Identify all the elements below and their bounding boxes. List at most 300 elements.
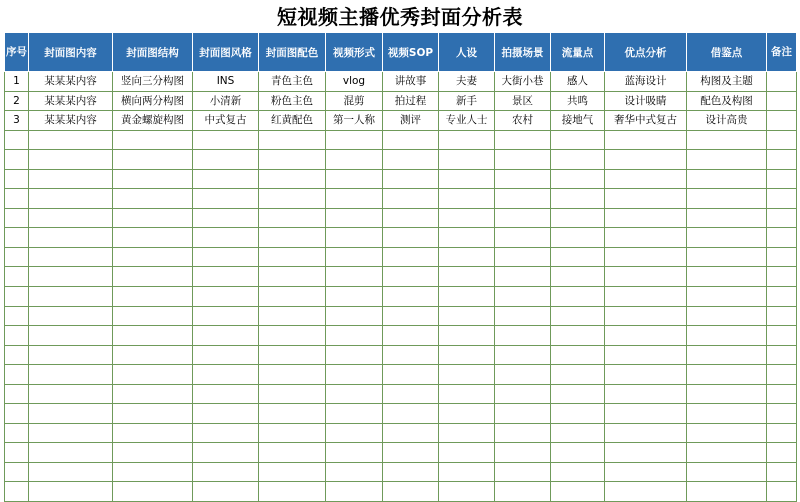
- table-cell[interactable]: [687, 267, 767, 287]
- table-cell[interactable]: [193, 365, 259, 385]
- table-cell[interactable]: 蓝海设计: [605, 72, 687, 92]
- table-cell[interactable]: [113, 482, 193, 502]
- table-cell[interactable]: [193, 404, 259, 424]
- table-cell[interactable]: [383, 365, 439, 385]
- table-cell[interactable]: [551, 345, 605, 365]
- table-cell[interactable]: [29, 287, 113, 307]
- table-cell[interactable]: [605, 404, 687, 424]
- table-cell[interactable]: [5, 267, 29, 287]
- table-cell[interactable]: [259, 462, 326, 482]
- table-cell[interactable]: [5, 384, 29, 404]
- table-cell[interactable]: [383, 462, 439, 482]
- table-cell[interactable]: [29, 189, 113, 209]
- table-cell[interactable]: [687, 306, 767, 326]
- table-cell[interactable]: [605, 287, 687, 307]
- table-cell[interactable]: [767, 111, 797, 131]
- table-cell[interactable]: [113, 228, 193, 248]
- table-cell[interactable]: [687, 169, 767, 189]
- table-cell[interactable]: [326, 228, 383, 248]
- table-cell[interactable]: [439, 169, 495, 189]
- table-cell[interactable]: [383, 404, 439, 424]
- table-cell[interactable]: [551, 247, 605, 267]
- table-cell[interactable]: [193, 169, 259, 189]
- table-cell[interactable]: [383, 169, 439, 189]
- table-cell[interactable]: [29, 384, 113, 404]
- table-cell[interactable]: [259, 326, 326, 346]
- table-cell[interactable]: [113, 326, 193, 346]
- table-cell[interactable]: [29, 482, 113, 502]
- table-cell[interactable]: [29, 208, 113, 228]
- table-cell[interactable]: 大街小巷: [495, 72, 551, 92]
- table-cell[interactable]: [439, 443, 495, 463]
- header-cell-index[interactable]: 序号: [5, 33, 29, 72]
- table-cell[interactable]: [5, 404, 29, 424]
- table-cell[interactable]: [193, 189, 259, 209]
- table-cell[interactable]: 粉色主色: [259, 91, 326, 111]
- table-cell[interactable]: [29, 247, 113, 267]
- table-cell[interactable]: [383, 306, 439, 326]
- table-cell[interactable]: [439, 130, 495, 150]
- table-cell[interactable]: [605, 150, 687, 170]
- table-cell[interactable]: [605, 208, 687, 228]
- table-cell[interactable]: [767, 306, 797, 326]
- table-cell[interactable]: [551, 150, 605, 170]
- table-cell[interactable]: [326, 169, 383, 189]
- table-cell[interactable]: 2: [5, 91, 29, 111]
- header-cell-video-sop[interactable]: 视频SOP: [383, 33, 439, 72]
- table-cell[interactable]: 黄金螺旋构图: [113, 111, 193, 131]
- table-cell[interactable]: [551, 482, 605, 502]
- table-cell[interactable]: 构图及主题: [687, 72, 767, 92]
- table-cell[interactable]: [5, 462, 29, 482]
- table-cell[interactable]: [551, 287, 605, 307]
- table-cell[interactable]: [29, 443, 113, 463]
- table-cell[interactable]: [326, 365, 383, 385]
- table-cell[interactable]: [259, 169, 326, 189]
- table-cell[interactable]: [259, 384, 326, 404]
- header-cell-video-format[interactable]: 视频形式: [326, 33, 383, 72]
- table-cell[interactable]: [439, 365, 495, 385]
- table-cell[interactable]: 专业人士: [439, 111, 495, 131]
- table-cell[interactable]: [495, 247, 551, 267]
- table-cell[interactable]: [383, 384, 439, 404]
- table-cell[interactable]: 第一人称: [326, 111, 383, 131]
- table-cell[interactable]: [29, 228, 113, 248]
- table-cell[interactable]: [113, 150, 193, 170]
- table-cell[interactable]: [259, 423, 326, 443]
- table-row-empty: [5, 228, 797, 248]
- table-cell[interactable]: [605, 443, 687, 463]
- table-cell[interactable]: [439, 287, 495, 307]
- table-cell[interactable]: [605, 326, 687, 346]
- table-cell[interactable]: [259, 208, 326, 228]
- table-cell[interactable]: [259, 150, 326, 170]
- table-cell[interactable]: 青色主色: [259, 72, 326, 92]
- table-cell[interactable]: [326, 267, 383, 287]
- table-cell[interactable]: [259, 443, 326, 463]
- header-cell-traffic-point[interactable]: 流量点: [551, 33, 605, 72]
- table-cell[interactable]: [326, 443, 383, 463]
- table-cell[interactable]: [551, 130, 605, 150]
- table-cell[interactable]: [193, 443, 259, 463]
- table-cell[interactable]: 3: [5, 111, 29, 131]
- table-cell[interactable]: 小清新: [193, 91, 259, 111]
- header-cell-cover-style[interactable]: 封面图风格: [193, 33, 259, 72]
- table-cell[interactable]: [326, 247, 383, 267]
- table-cell[interactable]: [383, 443, 439, 463]
- table-cell[interactable]: [495, 443, 551, 463]
- table-cell[interactable]: [5, 326, 29, 346]
- table-cell[interactable]: [605, 189, 687, 209]
- table-cell[interactable]: INS: [193, 72, 259, 92]
- table-cell[interactable]: [767, 287, 797, 307]
- header-cell-cover-content[interactable]: 封面图内容: [29, 33, 113, 72]
- table-cell[interactable]: [259, 345, 326, 365]
- table-cell[interactable]: [113, 404, 193, 424]
- table-cell[interactable]: [495, 267, 551, 287]
- table-cell[interactable]: [687, 443, 767, 463]
- table-cell[interactable]: [687, 228, 767, 248]
- table-cell[interactable]: [259, 130, 326, 150]
- table-cell[interactable]: [767, 326, 797, 346]
- table-cell[interactable]: [439, 247, 495, 267]
- table-cell[interactable]: [326, 306, 383, 326]
- table-cell[interactable]: 某某某内容: [29, 72, 113, 92]
- table-cell[interactable]: [495, 189, 551, 209]
- table-cell[interactable]: 混剪: [326, 91, 383, 111]
- table-cell[interactable]: [495, 462, 551, 482]
- table-cell[interactable]: 某某某内容: [29, 91, 113, 111]
- table-cell[interactable]: [5, 228, 29, 248]
- table-cell[interactable]: [439, 150, 495, 170]
- table-cell[interactable]: [551, 326, 605, 346]
- table-cell[interactable]: [113, 384, 193, 404]
- table-cell[interactable]: [439, 208, 495, 228]
- table-cell[interactable]: vlog: [326, 72, 383, 92]
- table-cell[interactable]: [193, 228, 259, 248]
- table-cell[interactable]: [383, 228, 439, 248]
- table-cell[interactable]: [259, 189, 326, 209]
- table-cell[interactable]: [113, 169, 193, 189]
- table-cell[interactable]: [495, 482, 551, 502]
- table-cell[interactable]: [326, 423, 383, 443]
- table-cell[interactable]: 红黄配色: [259, 111, 326, 131]
- table-cell[interactable]: [551, 404, 605, 424]
- table-cell[interactable]: [687, 326, 767, 346]
- table-cell[interactable]: [259, 287, 326, 307]
- table-cell[interactable]: [767, 150, 797, 170]
- table-cell[interactable]: [383, 208, 439, 228]
- table-cell[interactable]: [326, 189, 383, 209]
- table-cell[interactable]: [439, 404, 495, 424]
- table-cell[interactable]: [5, 306, 29, 326]
- table-cell[interactable]: 景区: [495, 91, 551, 111]
- table-cell[interactable]: [605, 169, 687, 189]
- table-cell[interactable]: [193, 384, 259, 404]
- table-cell[interactable]: [383, 326, 439, 346]
- table-cell[interactable]: [495, 326, 551, 346]
- table-cell[interactable]: [767, 72, 797, 92]
- table-cell[interactable]: [259, 247, 326, 267]
- table-cell[interactable]: [326, 326, 383, 346]
- table-cell[interactable]: [551, 267, 605, 287]
- table-cell[interactable]: [383, 482, 439, 502]
- table-cell[interactable]: 新手: [439, 91, 495, 111]
- header-cell-cover-structure[interactable]: 封面图结构: [113, 33, 193, 72]
- table-cell[interactable]: [687, 482, 767, 502]
- table-cell[interactable]: [767, 169, 797, 189]
- table-cell[interactable]: [495, 404, 551, 424]
- table-cell[interactable]: [383, 130, 439, 150]
- table-cell[interactable]: [29, 150, 113, 170]
- table-cell[interactable]: 设计吸睛: [605, 91, 687, 111]
- table-cell[interactable]: [605, 345, 687, 365]
- table-cell[interactable]: [687, 365, 767, 385]
- table-cell[interactable]: [113, 365, 193, 385]
- header-cell-notes[interactable]: 备注: [767, 33, 797, 72]
- table-cell[interactable]: [767, 404, 797, 424]
- table-cell[interactable]: [495, 150, 551, 170]
- table-cell[interactable]: [383, 423, 439, 443]
- table-cell[interactable]: [551, 208, 605, 228]
- table-cell[interactable]: [193, 462, 259, 482]
- table-cell[interactable]: [29, 345, 113, 365]
- table-cell[interactable]: [767, 365, 797, 385]
- table-cell[interactable]: [439, 306, 495, 326]
- table-cell[interactable]: [5, 365, 29, 385]
- table-cell[interactable]: [551, 462, 605, 482]
- table-cell[interactable]: [383, 267, 439, 287]
- table-cell[interactable]: [687, 345, 767, 365]
- table-cell[interactable]: [29, 404, 113, 424]
- table-cell[interactable]: [5, 130, 29, 150]
- table-cell[interactable]: [551, 365, 605, 385]
- table-cell[interactable]: [439, 189, 495, 209]
- header-cell-persona[interactable]: 人设: [439, 33, 495, 72]
- table-cell[interactable]: [326, 462, 383, 482]
- table-cell[interactable]: [687, 423, 767, 443]
- table-cell[interactable]: [687, 404, 767, 424]
- table-cell[interactable]: [193, 306, 259, 326]
- table-cell[interactable]: [113, 267, 193, 287]
- table-cell[interactable]: [326, 208, 383, 228]
- table-cell[interactable]: [551, 384, 605, 404]
- table-cell[interactable]: [495, 130, 551, 150]
- table-cell[interactable]: [193, 482, 259, 502]
- table-cell[interactable]: [605, 384, 687, 404]
- table-cell[interactable]: [551, 189, 605, 209]
- table-cell[interactable]: [495, 287, 551, 307]
- table-cell[interactable]: [29, 326, 113, 346]
- table-cell[interactable]: [767, 345, 797, 365]
- table-cell[interactable]: [193, 208, 259, 228]
- table-cell[interactable]: [259, 228, 326, 248]
- table-cell[interactable]: 讲故事: [383, 72, 439, 92]
- table-cell[interactable]: [113, 306, 193, 326]
- table-cell[interactable]: [767, 443, 797, 463]
- table-cell[interactable]: 感人: [551, 72, 605, 92]
- table-cell[interactable]: [551, 228, 605, 248]
- table-cell[interactable]: [5, 189, 29, 209]
- table-cell[interactable]: [193, 247, 259, 267]
- table-cell[interactable]: [605, 423, 687, 443]
- table-cell[interactable]: 夫妻: [439, 72, 495, 92]
- table-cell[interactable]: [113, 443, 193, 463]
- table-cell[interactable]: [767, 208, 797, 228]
- table-cell[interactable]: [193, 267, 259, 287]
- table-cell[interactable]: [495, 384, 551, 404]
- table-cell[interactable]: [5, 150, 29, 170]
- table-cell[interactable]: [383, 189, 439, 209]
- table-cell[interactable]: [767, 482, 797, 502]
- table-cell[interactable]: 中式复古: [193, 111, 259, 131]
- table-cell[interactable]: 共鸣: [551, 91, 605, 111]
- table-cell[interactable]: [5, 423, 29, 443]
- table-cell[interactable]: [113, 247, 193, 267]
- table-cell[interactable]: [29, 423, 113, 443]
- table-cell[interactable]: 奢华中式复古: [605, 111, 687, 131]
- table-cell[interactable]: [193, 423, 259, 443]
- table-cell[interactable]: [767, 189, 797, 209]
- table-cell[interactable]: 设计高贵: [687, 111, 767, 131]
- table-cell[interactable]: 横向两分构图: [113, 91, 193, 111]
- table-cell[interactable]: [439, 482, 495, 502]
- table-cell[interactable]: [551, 169, 605, 189]
- table-cell[interactable]: [113, 208, 193, 228]
- header-cell-strengths[interactable]: 优点分析: [605, 33, 687, 72]
- table-cell[interactable]: [439, 462, 495, 482]
- table-cell[interactable]: [259, 306, 326, 326]
- table-cell[interactable]: [605, 462, 687, 482]
- table-cell[interactable]: [326, 130, 383, 150]
- table-cell[interactable]: 竖向三分构图: [113, 72, 193, 92]
- table-cell[interactable]: [5, 169, 29, 189]
- table-cell[interactable]: 接地气: [551, 111, 605, 131]
- table-cell[interactable]: [687, 384, 767, 404]
- table-cell[interactable]: [259, 482, 326, 502]
- table-cell[interactable]: 农村: [495, 111, 551, 131]
- table-cell[interactable]: [767, 462, 797, 482]
- header-cell-cover-color[interactable]: 封面图配色: [259, 33, 326, 72]
- table-cell[interactable]: [113, 189, 193, 209]
- table-cell[interactable]: [495, 345, 551, 365]
- table-cell[interactable]: [495, 306, 551, 326]
- table-cell[interactable]: [687, 208, 767, 228]
- table-cell[interactable]: [767, 130, 797, 150]
- table-cell[interactable]: [29, 462, 113, 482]
- table-cell[interactable]: [193, 130, 259, 150]
- table-cell[interactable]: [767, 228, 797, 248]
- table-cell[interactable]: [193, 326, 259, 346]
- table-cell[interactable]: [767, 267, 797, 287]
- table-cell[interactable]: [495, 208, 551, 228]
- table-cell[interactable]: [383, 150, 439, 170]
- table-cell[interactable]: [439, 326, 495, 346]
- table-cell[interactable]: 1: [5, 72, 29, 92]
- table-cell[interactable]: [29, 267, 113, 287]
- table-cell[interactable]: [767, 247, 797, 267]
- table-cell[interactable]: [439, 384, 495, 404]
- table-cell[interactable]: [439, 228, 495, 248]
- table-cell[interactable]: [259, 267, 326, 287]
- table-cell[interactable]: [5, 208, 29, 228]
- table-cell[interactable]: [551, 443, 605, 463]
- table-cell[interactable]: [383, 247, 439, 267]
- table-cell[interactable]: [193, 150, 259, 170]
- table-cell[interactable]: [495, 365, 551, 385]
- table-cell[interactable]: [767, 91, 797, 111]
- table-cell[interactable]: [5, 345, 29, 365]
- table-cell[interactable]: [551, 306, 605, 326]
- table-cell[interactable]: [29, 365, 113, 385]
- table-cell[interactable]: 拍过程: [383, 91, 439, 111]
- table-cell[interactable]: [605, 365, 687, 385]
- table-cell[interactable]: [29, 306, 113, 326]
- table-cell[interactable]: [5, 482, 29, 502]
- table-cell[interactable]: [687, 150, 767, 170]
- table-cell[interactable]: [687, 287, 767, 307]
- table-cell[interactable]: [29, 169, 113, 189]
- table-cell[interactable]: [495, 423, 551, 443]
- table-cell[interactable]: [29, 130, 113, 150]
- table-cell[interactable]: [326, 404, 383, 424]
- table-cell[interactable]: [687, 247, 767, 267]
- table-cell[interactable]: [326, 150, 383, 170]
- table-cell[interactable]: [551, 423, 605, 443]
- table-cell[interactable]: [439, 423, 495, 443]
- table-cell[interactable]: [687, 130, 767, 150]
- table-cell[interactable]: [605, 306, 687, 326]
- table-cell[interactable]: [439, 267, 495, 287]
- table-cell[interactable]: [605, 267, 687, 287]
- header-cell-takeaways[interactable]: 借鉴点: [687, 33, 767, 72]
- table-cell[interactable]: [605, 482, 687, 502]
- table-cell[interactable]: [439, 345, 495, 365]
- table-cell[interactable]: [326, 287, 383, 307]
- table-cell[interactable]: [113, 130, 193, 150]
- table-cell[interactable]: [605, 247, 687, 267]
- table-cell[interactable]: [193, 287, 259, 307]
- table-cell[interactable]: [326, 345, 383, 365]
- table-cell[interactable]: [495, 228, 551, 248]
- table-cell[interactable]: [767, 384, 797, 404]
- table-cell[interactable]: [326, 482, 383, 502]
- table-cell[interactable]: [5, 443, 29, 463]
- table-cell[interactable]: [113, 462, 193, 482]
- table-cell[interactable]: [326, 384, 383, 404]
- table-cell[interactable]: [5, 287, 29, 307]
- table-cell[interactable]: [687, 462, 767, 482]
- table-cell[interactable]: [383, 345, 439, 365]
- table-cell[interactable]: [767, 423, 797, 443]
- table-cell[interactable]: [383, 287, 439, 307]
- table-cell[interactable]: [113, 423, 193, 443]
- table-cell[interactable]: [605, 130, 687, 150]
- table-cell[interactable]: [259, 404, 326, 424]
- table-cell[interactable]: 某某某内容: [29, 111, 113, 131]
- table-cell[interactable]: 配色及构图: [687, 91, 767, 111]
- table-cell[interactable]: [495, 169, 551, 189]
- table-cell[interactable]: [687, 189, 767, 209]
- table-cell[interactable]: [259, 365, 326, 385]
- header-cell-scene[interactable]: 拍摄场景: [495, 33, 551, 72]
- table-cell[interactable]: [5, 247, 29, 267]
- table-cell[interactable]: 测评: [383, 111, 439, 131]
- table-cell[interactable]: [605, 228, 687, 248]
- table-cell[interactable]: [113, 345, 193, 365]
- table-cell[interactable]: [113, 287, 193, 307]
- table-cell[interactable]: [193, 345, 259, 365]
